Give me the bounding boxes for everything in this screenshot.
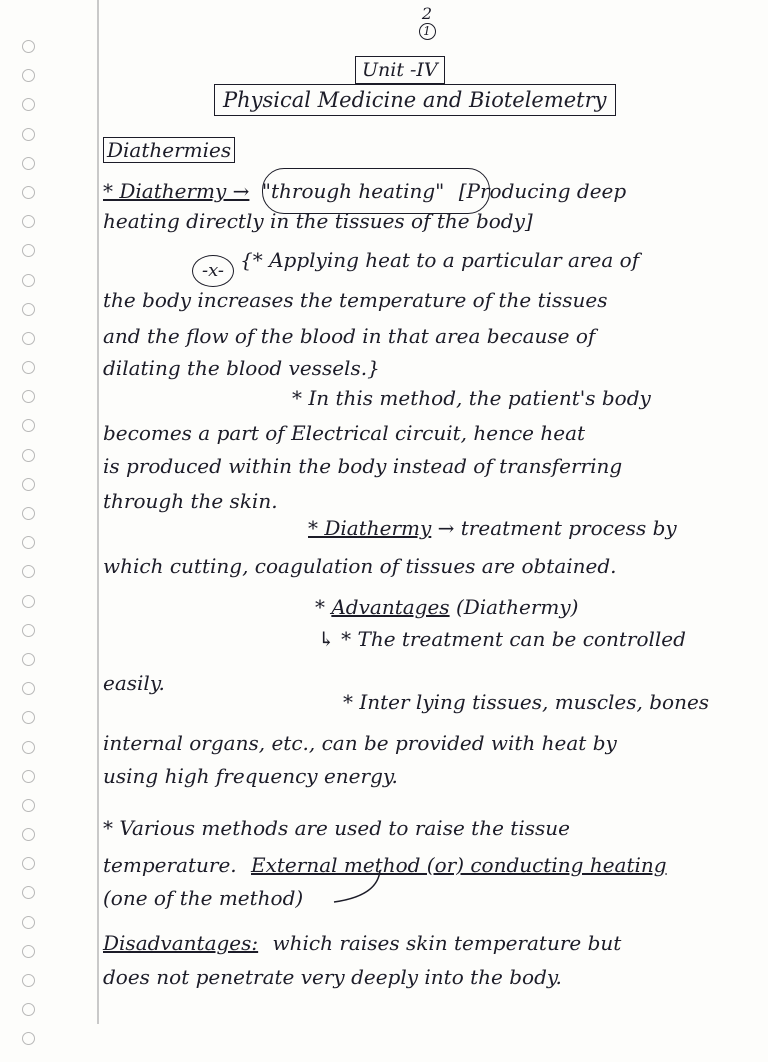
page-number-top: 2	[421, 4, 433, 23]
advantage2-line2: internal organs, etc., can be provided with heat by	[103, 731, 617, 755]
binder-hole	[22, 916, 35, 929]
advantage2-line3: using high frequency energy.	[103, 764, 398, 788]
binder-hole	[22, 274, 35, 287]
advantages-qualifier: (Diathermy)	[455, 595, 579, 619]
binder-hole	[22, 682, 35, 695]
definition-line	[103, 178, 626, 204]
section-heading: Diathermies	[103, 137, 235, 163]
para1-line4: dilating the blood vessels.}	[103, 356, 380, 380]
binder-hole	[22, 536, 35, 549]
para1-line1: {* Applying heat to a particular area of	[240, 248, 640, 272]
definition-line-2: heating directly in the tissues of the body]	[103, 209, 533, 233]
binder-holes	[22, 40, 46, 1062]
binder-hole	[22, 69, 35, 82]
disadvantages-line2: does not penetrate very deeply into the body.	[103, 965, 562, 989]
binder-hole	[22, 449, 35, 462]
binder-hole	[22, 653, 35, 666]
binder-hole	[22, 40, 35, 53]
para3-rest: → treatment process by	[437, 516, 677, 540]
binder-hole	[22, 974, 35, 987]
binder-hole	[22, 244, 35, 257]
para4-line3: (one of the method)	[103, 886, 304, 910]
disadvantages-heading: Disadvantages:	[103, 931, 259, 955]
definition-quote: "through heating"	[261, 179, 445, 203]
definition-lead: * Diathermy →	[103, 179, 250, 203]
para4-line2b: External method (or) conducting heating	[251, 853, 667, 877]
para3-lead: * Diathermy	[308, 516, 432, 540]
binder-hole	[22, 332, 35, 345]
binder-hole	[22, 1032, 35, 1045]
para1-line2: the body increases the temperature of the tissues	[103, 288, 608, 312]
binder-hole	[22, 215, 35, 228]
binder-hole	[22, 945, 35, 958]
binder-hole	[22, 741, 35, 754]
disadvantages-line1	[103, 930, 621, 956]
binder-hole	[22, 303, 35, 316]
page-number-bottom: 1	[419, 23, 436, 40]
page-title: Physical Medicine and Biotelemetry	[214, 84, 616, 116]
disadvantages-text: which raises skin temperature but	[272, 931, 622, 955]
para2-line3: is produced within the body instead of transferring	[103, 454, 623, 478]
para4-line1: * Various methods are used to raise the tissue	[103, 816, 570, 840]
para3-line2: which cutting, coagulation of tissues are obtained.	[103, 554, 617, 578]
para4-line2a: temperature.	[103, 853, 237, 877]
binder-hole	[22, 828, 35, 841]
unit-label: Unit -IV	[355, 56, 445, 84]
bracket-curve	[330, 868, 390, 908]
binder-hole	[22, 595, 35, 608]
margin-rule	[97, 0, 99, 1024]
advantage2-line1: * Inter lying tissues, muscles, bones	[343, 690, 710, 714]
para2-line1: * In this method, the patient's body	[292, 386, 651, 410]
para1-line3: and the flow of the blood in that area because of	[103, 324, 596, 348]
advantages-heading-line	[315, 594, 578, 620]
binder-hole	[22, 478, 35, 491]
binder-hole	[22, 419, 35, 432]
binder-hole	[22, 857, 35, 870]
advantages-star: *	[315, 595, 325, 619]
advantage1-line2: easily.	[103, 671, 165, 695]
heading-wrap	[103, 137, 235, 163]
binder-hole	[22, 624, 35, 637]
binder-hole	[22, 711, 35, 724]
binder-hole	[22, 770, 35, 783]
binder-hole	[22, 157, 35, 170]
advantages-heading: Advantages	[331, 595, 450, 619]
binder-hole	[22, 507, 35, 520]
binder-hole	[22, 98, 35, 111]
binder-hole	[22, 886, 35, 899]
para3-line1	[308, 515, 677, 541]
binder-hole	[22, 565, 35, 578]
binder-hole	[22, 390, 35, 403]
para2-line4: through the skin.	[103, 489, 278, 513]
binder-hole	[22, 361, 35, 374]
binder-hole	[22, 186, 35, 199]
advantage1-line1: ↳ * The treatment can be controlled	[318, 627, 686, 651]
circled-symbol: -x-	[192, 255, 234, 287]
definition-bracket: [Producing deep	[458, 179, 627, 203]
binder-hole	[22, 1003, 35, 1016]
page-number	[412, 6, 442, 40]
binder-hole	[22, 128, 35, 141]
binder-hole	[22, 799, 35, 812]
para2-line2: becomes a part of Electrical circuit, hence heat	[103, 421, 586, 445]
